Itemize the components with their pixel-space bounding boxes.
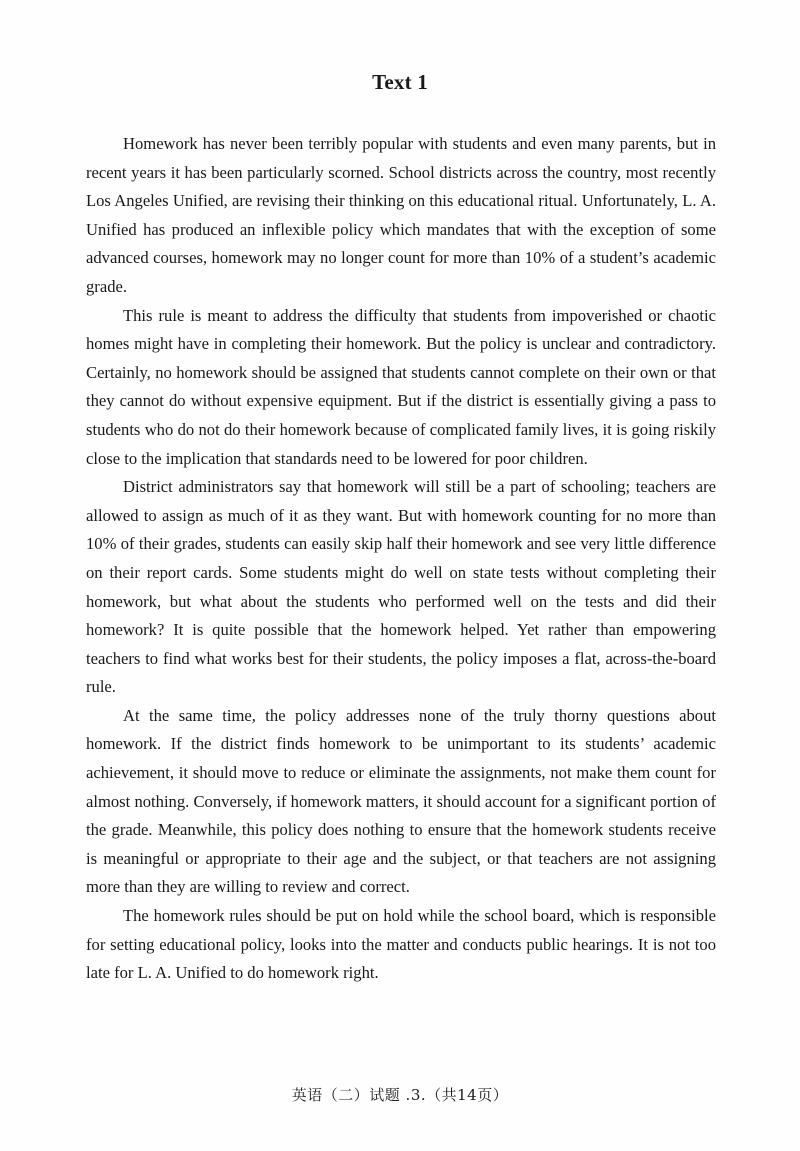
paragraph-1: Homework has never been terribly popular with students and even many parents, but in recent years it has been particularly scorned. School districts across the country, most recently Los Angeles Unified, are revising their thinking on this educational ritual. Unfortunately, L. A. Unified has produced an inflexible policy which mandates that with the exception of some advanced courses, homework may no longer count for more than 10% of a student’s academic grade. <box>86 134 716 296</box>
passage-body <box>86 130 716 988</box>
page-title: Text 1 <box>372 70 428 94</box>
paragraph-4: At the same time, the policy addresses none of the truly thorny questions about homework. If the district finds homework to be unimportant to its students’ academic achievement, it should move to reduce or eliminate the assignments, not make them count for almost nothing. Conversely, if homework matters, it should account for a significant portion of the grade. Meanwhile, this policy does nothing to ensure that the homework students receive is meaningful or appropriate to their age and the subject, or that teachers are not assigning more than they are willing to review and correct. <box>86 705 716 897</box>
paragraph-2: This rule is meant to address the difficulty that students from impoverished or chaotic homes might have in completing their homework. But the policy is unclear and contradictory. Certainly, no homework should be assigned that students cannot complete on their own or that they cannot do without expensive equipment. But if the district is essentially giving a pass to students who do not do their homework because of complicated family lives, it is going riskily close to the implication that standards need to be lowered for poor children. <box>86 305 716 468</box>
page-footer: 英语（二）试题 .3.（共14页） <box>291 1086 509 1104</box>
paragraph-3: District administrators say that homework will still be a part of schooling; teachers are allowed to assign as much of it as they want. But with homework counting for no more than 10% of their grades, students can easily skip half their homework and see very little difference on their report cards. Some students might do well on state tests without completing their homework, but what about the students who performed well on the tests and did their homework? It is quite possible that the homework helped. Yet rather than empowering teachers to find what works best for their students, the policy imposes a flat, across-the-board rule. <box>86 477 716 697</box>
paragraph-5: The homework rules should be put on hold while the school board, which is responsible for setting educational policy, looks into the matter and conducts public hearings. It is not too late for L. A. Unified to do homework right. <box>86 906 716 983</box>
